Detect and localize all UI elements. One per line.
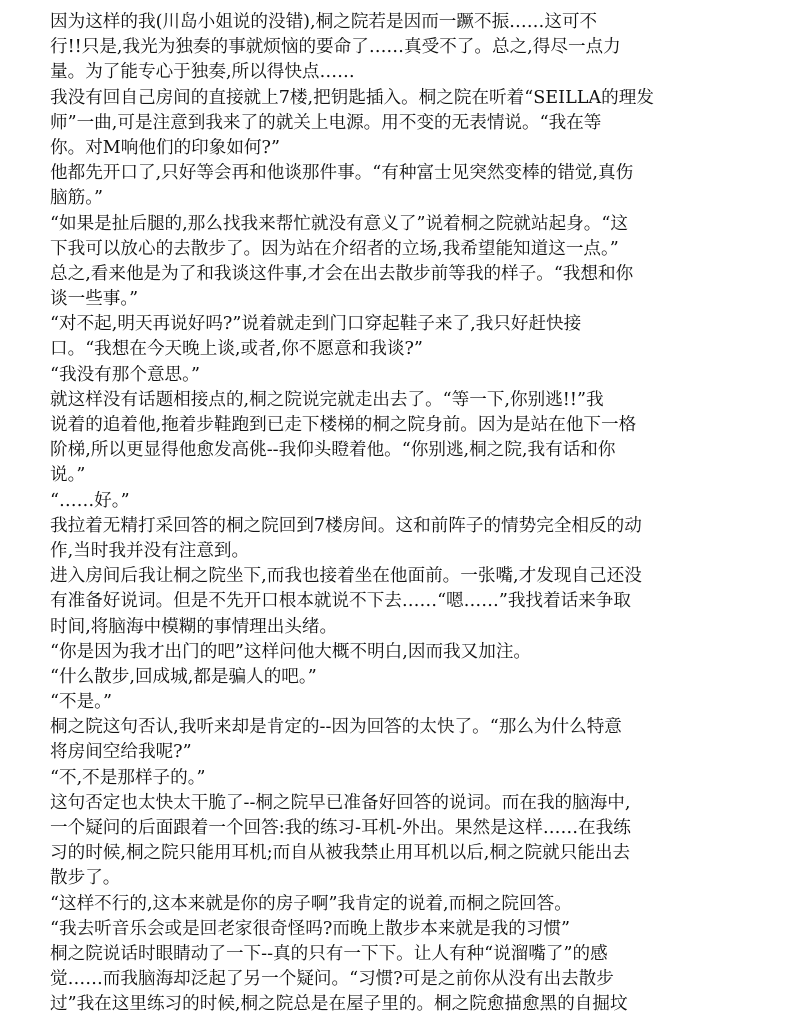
text-line: “我去听音乐会或是回老家很奇怪吗?而晚上散步本来就是我的习惯” (50, 918, 571, 939)
text-line: 你。对M响他们的印象如何?” (50, 137, 280, 158)
text-line: 习的时候,桐之院只能用耳机;而自从被我禁止用耳机以后,桐之院就只能出去 (50, 843, 631, 864)
text-line: 口。“我想在今天晚上谈,或者,你不愿意和我谈?” (50, 339, 423, 360)
text-line: 因为这样的我(川岛小姐说的没错),桐之院若是因而一蹶不振……这可不 (50, 12, 598, 32)
text-line: 我拉着无精打采回答的桐之院回到7楼房间。这和前阵子的情势完全相反的动 (50, 515, 642, 536)
text-line: 作,当时我并没有注意到。 (50, 540, 250, 561)
text-line: 量。为了能专心于独奏,所以得快点…… (50, 62, 355, 83)
text-line: 说。” (50, 465, 86, 486)
text-line: “我没有那个意思。” (50, 364, 200, 385)
text-line: 进入房间后我让桐之院坐下,而我也接着坐在他面前。一张嘴,才发现自己还没 (50, 566, 642, 587)
text-line: 这句否定也太快太干脆了--桐之院早已准备好回答的说词。而在我的脑海中, (50, 792, 631, 813)
text-line: “……好。” (50, 490, 130, 511)
text-line: 下我可以放心的去散步了。因为站在介绍者的立场,我希望能知道这一点。” (50, 238, 619, 259)
text-line: 将房间空给我呢?” (50, 742, 192, 763)
text-line: 一个疑问的后面跟着一个回答:我的练习-耳机-外出。果然是这样……在我练 (50, 818, 631, 838)
text-line: “不是。” (50, 692, 112, 713)
text-line: 总之,看来他是为了和我谈这件事,才会在出去散步前等我的样子。“我想和你 (50, 263, 634, 284)
text-line: “不,不是那样子的。” (50, 767, 206, 788)
document-page (50, 10, 770, 1018)
text-line: 过”我在这里练习的时候,桐之院总是在屋子里的。桐之院愈描愈黑的自掘坟 (50, 994, 628, 1015)
text-line: 师”一曲,可是注意到我来了的就关上电源。用不变的无表情说。“我在等 (50, 112, 602, 133)
text-line: 脑筋。” (50, 188, 103, 209)
text-line: 时间,将脑海中模糊的事情理出头绪。 (50, 616, 338, 637)
text-line: 我没有回自己房间的直接就上7楼,把钥匙插入。桐之院在听着“SEILLA的理发 (50, 87, 654, 108)
text-line: “什么散步,回成城,都是骗人的吧。” (50, 666, 317, 687)
text-line: 有准备好说词。但是不先开口根本就说不下去……“嗯……”我找着话来争取 (50, 591, 631, 612)
text-line: 桐之院这句否认,我听来却是肯定的--因为回答的太快了。“那么为什么特意 (50, 717, 622, 738)
text-line: “如果是扯后腿的,那么找我来帮忙就没有意义了”说着桐之院就站起身。“这 (50, 213, 628, 234)
text-line: 说着的追着他,拖着步鞋跑到已走下楼梯的桐之院身前。因为是站在他下一格 (50, 415, 637, 435)
text-line: 谈一些事。” (50, 289, 139, 310)
text-line: 行!!只是,我光为独奏的事就烦恼的要命了……真受不了。总之,得尽一点力 (50, 37, 621, 58)
text-line: 桐之院说话时眼睛动了一下--真的只有一下下。让人有种“说溜嘴了”的感 (50, 943, 608, 964)
text-line: “你是因为我才出门的吧”这样问他大概不明白,因而我又加注。 (50, 641, 532, 662)
text-line: “这样不行的,这本来就是你的房子啊”我肯定的说着,而桐之院回答。 (50, 893, 572, 914)
text-line: 就这样没有话题相接点的,桐之院说完就走出去了。“等一下,你别逃!!”我 (50, 389, 604, 410)
text-line: 觉……而我脑海却泛起了另一个疑问。“习惯?可是之前你从没有出去散步 (50, 969, 614, 990)
text-line: 他都先开口了,只好等会再和他谈那件事。“有种富士见突然变棒的错觉,真伤 (50, 163, 634, 184)
text-line: “对不起,明天再说好吗?”说着就走到门口穿起鞋子来了,我只好赶快接 (50, 314, 582, 335)
text-line: 阶梯,所以更显得他愈发高佻--我仰头瞪着他。“你别逃,桐之院,我有话和你 (50, 440, 616, 461)
text-line: 散步了。 (50, 868, 121, 889)
